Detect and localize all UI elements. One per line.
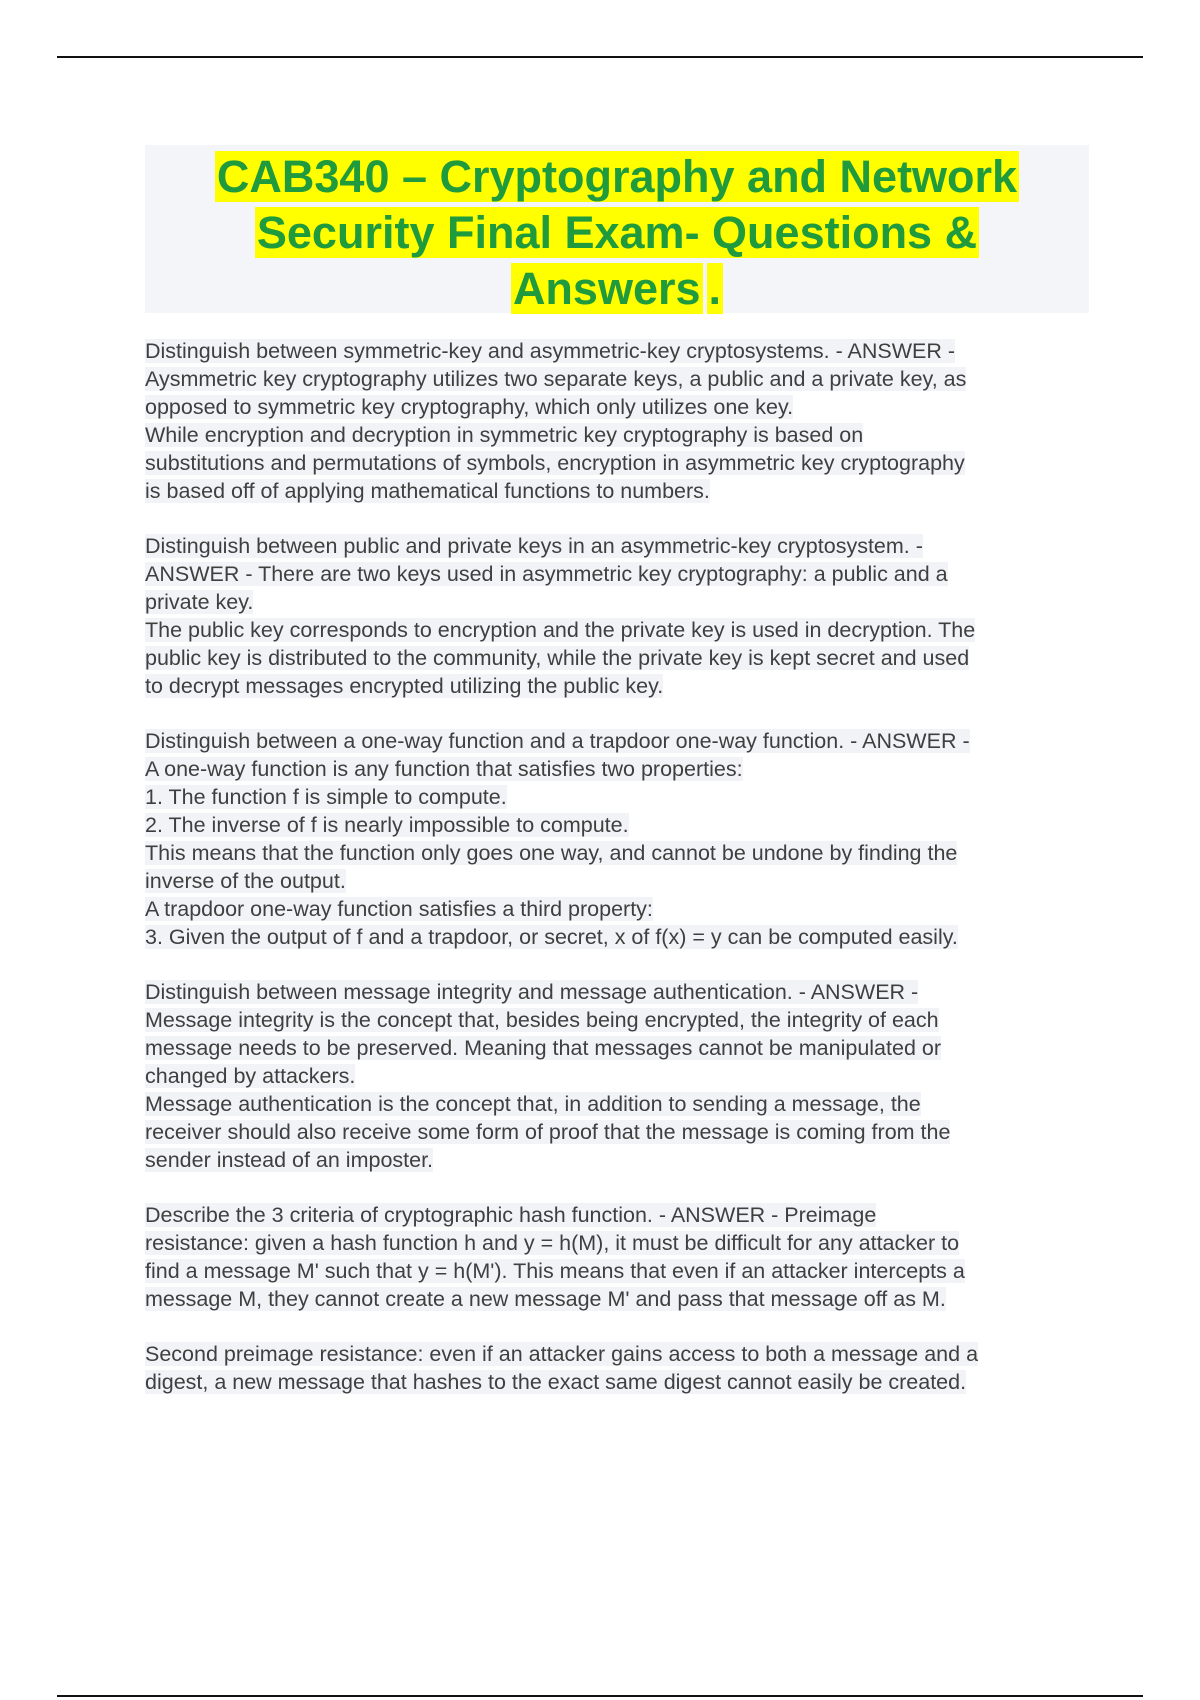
title-line-1: CAB340 – Cryptography and Network bbox=[216, 151, 1018, 202]
text-line: Describe the 3 criteria of cryptographic hash function. - ANSWER - Preimage bbox=[145, 1203, 877, 1227]
document-title bbox=[145, 145, 1089, 317]
text-line: 2. The inverse of f is nearly impossible to compute. bbox=[145, 813, 629, 837]
text-line: private key. bbox=[145, 590, 254, 614]
qa-block-4 bbox=[145, 978, 1089, 1174]
qa-block-1 bbox=[145, 337, 1089, 505]
text-line: receiver should also receive some form of proof that the message is coming from the bbox=[145, 1120, 951, 1144]
text-line: Message authentication is the concept that, in addition to sending a message, the bbox=[145, 1092, 921, 1116]
text-line: 1. The function f is simple to compute. bbox=[145, 785, 507, 809]
document-body bbox=[145, 337, 1089, 1423]
text-line: public key is distributed to the community, while the private key is kept secret and used bbox=[145, 646, 970, 670]
text-line: The public key corresponds to encryption and the private key is used in decryption. The bbox=[145, 618, 976, 642]
qa-block-6 bbox=[145, 1340, 1089, 1396]
text-line: Distinguish between public and private keys in an asymmetric-key cryptosystem. - bbox=[145, 534, 923, 558]
text-line: message M, they cannot create a new message M' and pass that message off as M. bbox=[145, 1287, 946, 1311]
text-line: Distinguish between message integrity and message authentication. - ANSWER - bbox=[145, 980, 919, 1004]
text-line: sender instead of an imposter. bbox=[145, 1148, 434, 1172]
text-line: opposed to symmetric key cryptography, which only utilizes one key. bbox=[145, 395, 794, 419]
text-line: message needs to be preserved. Meaning that messages cannot be manipulated or bbox=[145, 1036, 941, 1060]
bottom-rule bbox=[57, 1695, 1143, 1697]
text-line: inverse of the output. bbox=[145, 869, 346, 893]
text-line: Second preimage resistance: even if an attacker gains access to both a message and a bbox=[145, 1342, 979, 1366]
qa-block-3 bbox=[145, 727, 1089, 951]
text-line: While encryption and decryption in symmetric key cryptography is based on bbox=[145, 423, 864, 447]
text-line: A one-way function is any function that satisfies two properties: bbox=[145, 757, 743, 781]
text-line: A trapdoor one-way function satisfies a third property: bbox=[145, 897, 653, 921]
text-line: changed by attackers. bbox=[145, 1064, 356, 1088]
text-line: This means that the function only goes one way, and cannot be undone by finding the bbox=[145, 841, 958, 865]
text-line: Distinguish between symmetric-key and asymmetric-key cryptosystems. - ANSWER - bbox=[145, 339, 956, 363]
text-line: is based off of applying mathematical functions to numbers. bbox=[145, 479, 710, 503]
text-line: Message integrity is the concept that, besides being encrypted, the integrity of each bbox=[145, 1008, 939, 1032]
title-block bbox=[145, 145, 1089, 313]
text-line: find a message M' such that y = h(M'). This means that even if an attacker intercepts a bbox=[145, 1259, 965, 1283]
title-line-2: Security Final Exam- Questions & bbox=[256, 207, 978, 258]
text-line: to decrypt messages encrypted utilizing the public key. bbox=[145, 674, 664, 698]
qa-block-5 bbox=[145, 1201, 1089, 1313]
text-line: Aysmmetric key cryptography utilizes two separate keys, a public and a private key, as bbox=[145, 367, 967, 391]
text-line: resistance: given a hash function h and y = h(M), it must be difficult for any attacker to bbox=[145, 1231, 960, 1255]
top-rule bbox=[57, 56, 1143, 58]
text-line: 3. Given the output of f and a trapdoor, or secret, x of f(x) = y can be computed easily. bbox=[145, 925, 958, 949]
text-line: Distinguish between a one-way function and a trapdoor one-way function. - ANSWER - bbox=[145, 729, 970, 753]
text-line: ANSWER - There are two keys used in asymmetric key cryptography: a public and a bbox=[145, 562, 948, 586]
title-suffix: . bbox=[708, 263, 722, 314]
text-line: digest, a new message that hashes to the exact same digest cannot easily be created. bbox=[145, 1370, 967, 1394]
text-line: substitutions and permutations of symbols, encryption in asymmetric key cryptography bbox=[145, 451, 965, 475]
title-line-3: Answers bbox=[512, 263, 701, 314]
qa-block-2 bbox=[145, 532, 1089, 700]
